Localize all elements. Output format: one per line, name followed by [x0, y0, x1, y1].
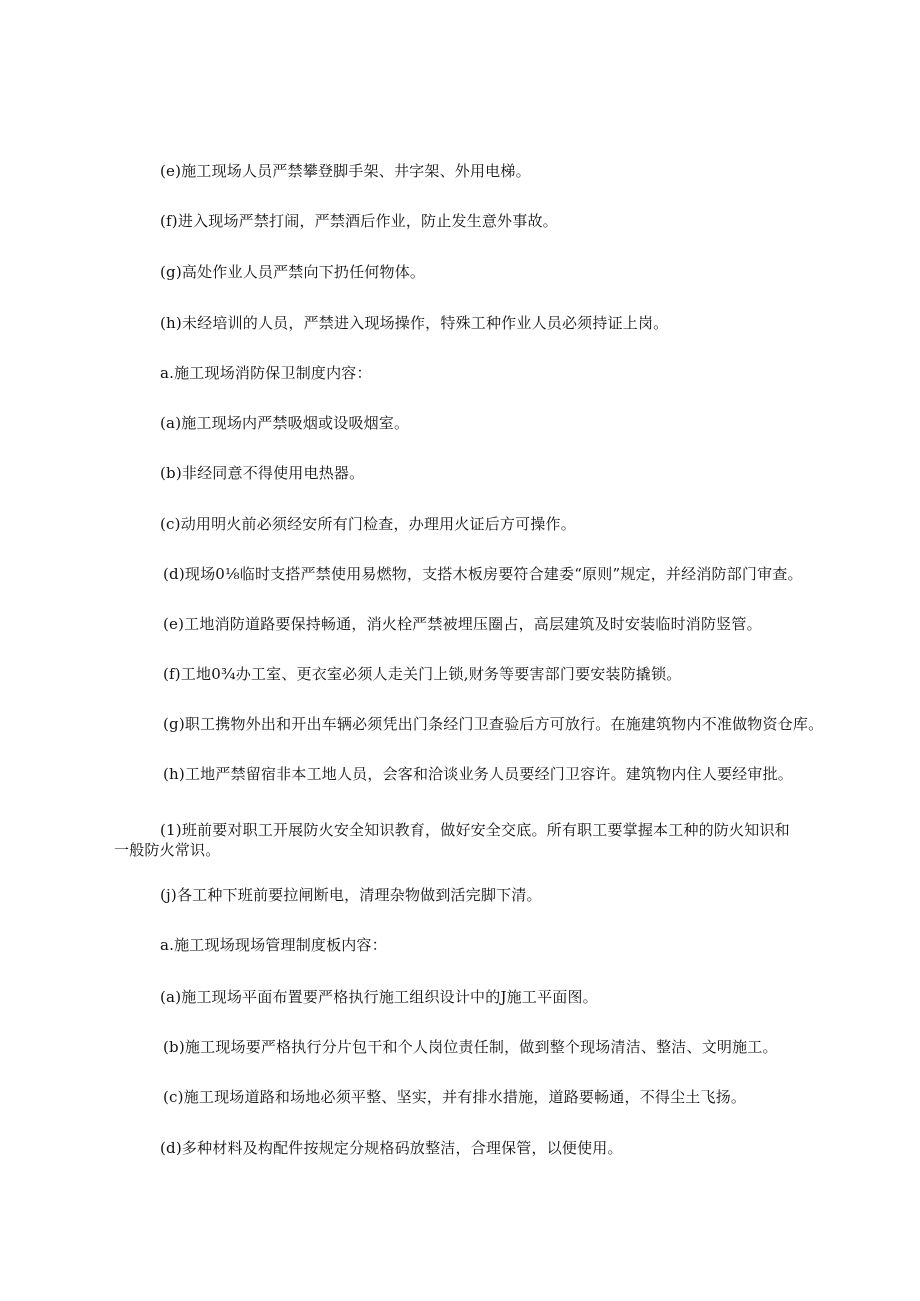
paragraph-1-fire-education-continued: 一般防火常识。	[114, 841, 221, 859]
paragraph-c-open-fire: (c)动用明火前必须经安所有门检查，办理用火证后方可操作。	[160, 515, 576, 533]
paragraph-b-responsibility: (b)施工现场要严格执行分片包干和个人岗位责任制，做到整个现场清洁、整洁、文明施工。	[163, 1038, 778, 1056]
section-heading-site-management: a.施工现场现场管理制度板内容：	[160, 936, 387, 954]
paragraph-f-no-fighting: (f)进入现场严禁打闹，严禁酒后作业，防止发生意外事故。	[160, 212, 558, 230]
paragraph-c-roads-drainage: (c)施工现场道路和场地必须平整、坚实，并有排水措施，道路要畅通，不得尘土飞扬。	[163, 1088, 747, 1106]
paragraph-b-no-heaters: (b)非经同意不得使用电热器。	[160, 464, 365, 482]
paragraph-a-no-smoking: (a)施工现场内严禁吸烟或设吸烟室。	[160, 414, 410, 432]
paragraph-e-climb: (e)施工现场人员严禁攀登脚手架、井字架、外用电梯。	[160, 162, 531, 180]
paragraph-f-office-locks: (f)工地0¾办工室、更衣室必须人走关门上锁,财务等要害部门要安装防撬锁。	[163, 665, 682, 683]
paragraph-d-temporary-structures: (d)现场0⅛临时支搭严禁使用易燃物，支搭木板房要符合建委“原则”规定，并经消防部门审查。	[163, 565, 803, 583]
paragraph-e-fire-roads: (e)工地消防道路要保持畅通，消火栓严禁被埋压圈占，高层建筑及时安装临时消防竖管。	[163, 615, 762, 633]
paragraph-h-no-overnight-guests: (h)工地严禁留宿非本工地人员，会客和洽谈业务人员要经门卫容许。建筑物内住人要经审批。	[163, 765, 793, 783]
paragraph-g-gate-check: (g)职工携物外出和开出车辆必须凭出门条经门卫查验后方可放行。在施建筑物内不准做物资仓库。	[163, 715, 824, 733]
section-heading-fire-security: a.施工现场消防保卫制度内容：	[160, 364, 372, 382]
paragraph-j-power-off: (j)各工种下班前要拉闸断电，清理杂物做到活完脚下清。	[160, 886, 542, 904]
paragraph-a-site-layout: (a)施工现场平面布置要严格执行施工组织设计中的J施工平面图。	[160, 988, 598, 1006]
paragraph-g-no-throwing: (g)高处作业人员严禁向下扔任何物体。	[160, 263, 426, 281]
paragraph-h-training: (h)未经培训的人员，严禁进入现场操作，特殊工种作业人员必须持证上岗。	[160, 314, 669, 332]
paragraph-d-material-storage: (d)多种材料及构配件按规定分规格码放整洁，合理保管，以便使用。	[160, 1139, 623, 1157]
paragraph-1-fire-education: (1)班前要对职工开展防火安全知识教育，做好安全交底。所有职工要掌握本工种的防火知识和	[160, 821, 790, 839]
